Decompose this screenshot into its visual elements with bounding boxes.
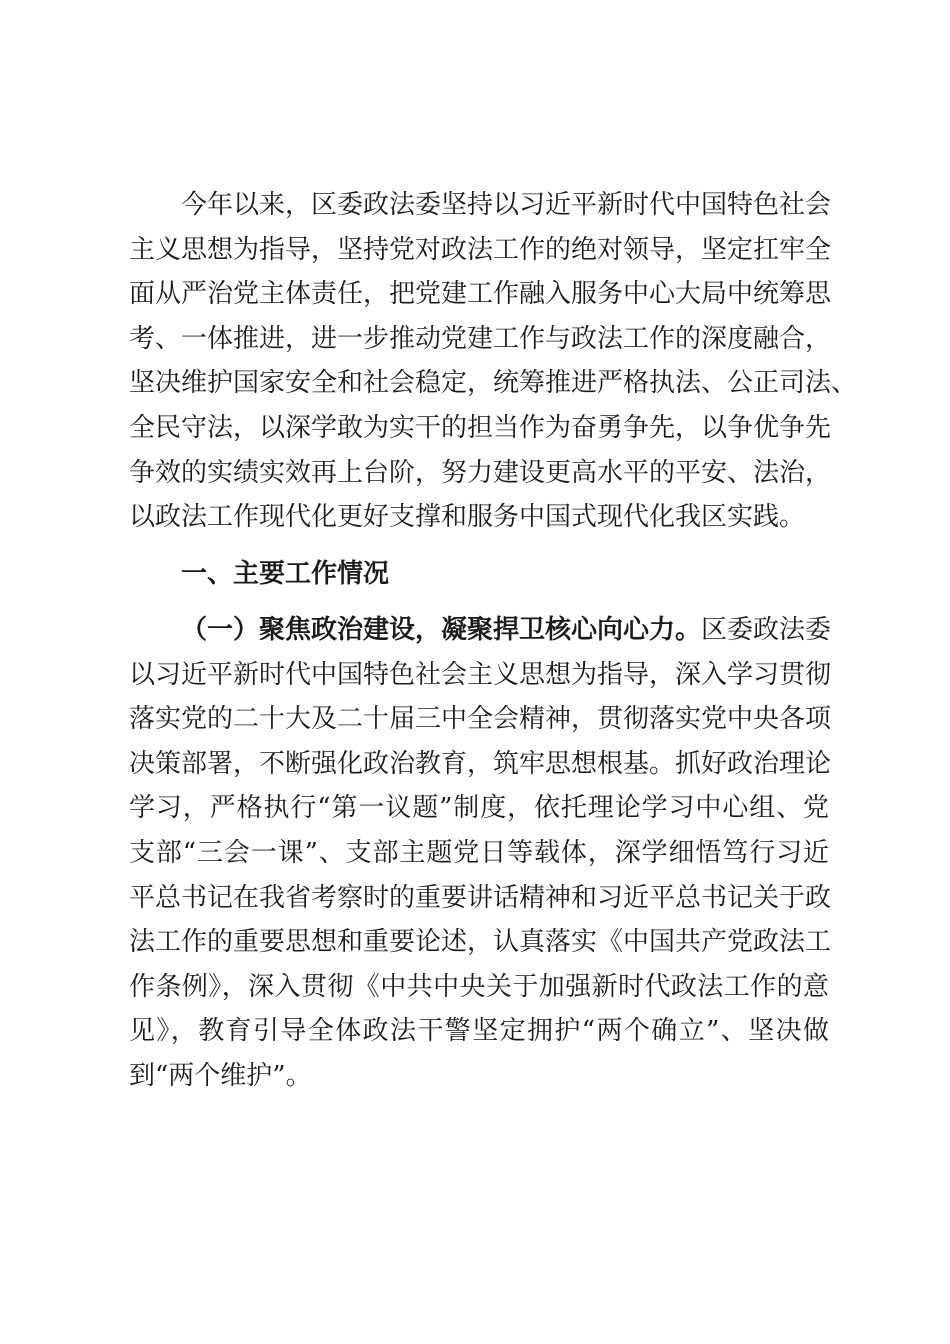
- intro-line: 面从严治党主体责任，把党建工作融入服务中心大局中统筹思: [129, 279, 832, 310]
- intro-line: 以政法工作现代化更好支撑和服务中国式现代化我区实践。: [129, 502, 806, 533]
- intro-paragraph: [129, 183, 858, 540]
- intro-line: 考、一体推进，进一步推动党建工作与政法工作的深度融合，: [129, 323, 832, 354]
- subsection-line: 落实党的二十大及二十届三中全会精神，贯彻落实党中央各项: [129, 704, 832, 735]
- intro-line: 坚决维护国家安全和社会稳定，统筹推进严格执法、公正司法、: [129, 368, 858, 399]
- subsection-first-line-rest: 区委政法委: [701, 615, 832, 645]
- section-heading: 一、主要工作情况: [181, 559, 390, 589]
- intro-line: 主义思想为指导，坚持党对政法工作的绝对领导，坚定扛牢全: [129, 234, 832, 265]
- subsection-line: 以习近平新时代中国特色社会主义思想为指导，深入学习贯彻: [129, 659, 832, 690]
- subsection-line: 见》，教育引导全体政法干警坚定拥护“两个确立”、坚决做: [129, 1016, 829, 1047]
- intro-line: 今年以来，区委政法委坚持以习近平新时代中国特色社会: [181, 190, 832, 220]
- subsection-line: 法工作的重要思想和重要论述，认真落实《中国共产党政法工: [129, 927, 832, 958]
- intro-line: 全民守法，以深学敢为实干的担当作为奋勇争先，以争优争先: [129, 412, 832, 443]
- subsection-line: 支部“三会一课”、支部主题党日等载体，深学细悟笃行习近: [129, 837, 829, 868]
- subsection-line: 决策部署，不断强化政治教育，筑牢思想根基。抓好政治理论: [129, 748, 832, 779]
- subsection-line: 到“两个维护”。: [129, 1060, 312, 1091]
- subsection-line: 学习，严格执行“第一议题”制度，依托理论学习中心组、党: [129, 793, 829, 824]
- subsection-paragraph: [129, 608, 832, 1099]
- subsection-line: 作条例》，深入贯彻《中共中央关于加强新时代政法工作的意: [129, 971, 829, 1002]
- subsection-first-line: [129, 608, 832, 653]
- section-heading-block: [129, 552, 829, 597]
- subsection-line: 平总书记在我省考察时的重要讲话精神和习近平总书记关于政: [129, 882, 832, 913]
- subsection-heading: （一）聚焦政治建设，凝聚捍卫核心向心力。: [181, 615, 702, 645]
- intro-line: 争效的实绩实效再上台阶，努力建设更高水平的平安、法治，: [129, 457, 832, 488]
